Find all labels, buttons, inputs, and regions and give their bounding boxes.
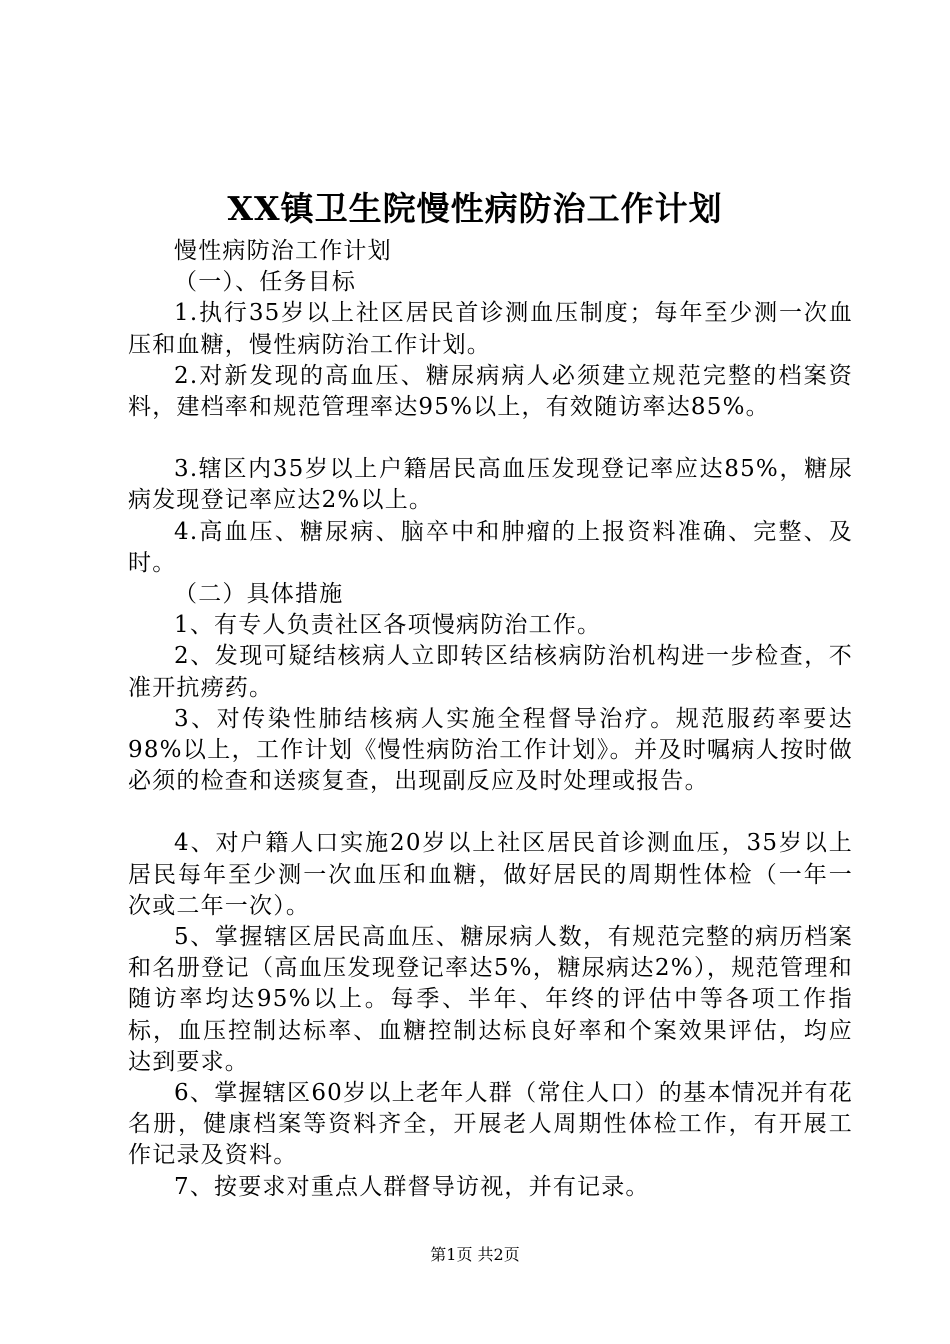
section-heading-task-goals: （一）、任务目标 [174, 269, 357, 296]
goal-paragraph-3: 3.辖区内35岁以上户籍居民高血压发现登记率应达85%，糖尿病发现登记率应达2%以上。 [128, 456, 853, 514]
document-body [128, 236, 853, 1203]
page-number-footer: 第1页 共2页 [430, 1245, 520, 1264]
measure-paragraph-4: 4、对户籍人口实施20岁以上社区居民首诊测血压，35岁以上居民每年至少测一次血压和血糖，做好居民的周期性体检（一年一次或二年一次）。 [128, 830, 853, 919]
goal-paragraph-1: 1.执行35岁以上社区居民首诊测血压制度；每年至少测一次血压和血糖，慢性病防治工作计划。 [128, 300, 853, 358]
measure-paragraph-3: 3、对传染性肺结核病人实施全程督导治疗。规范服药率要达98%以上，工作计划《慢性病防治工作计划》。并及时嘱病人按时做必须的检查和送痰复查，出现副反应及时处理或报告。 [128, 705, 853, 795]
measure-paragraph-1: 1、有专人负责社区各项慢病防治工作。 [174, 612, 602, 639]
section-heading-measures: （二）具体措施 [174, 581, 344, 608]
measure-paragraph-5: 5、掌握辖区居民高血压、糖尿病人数，有规范完整的病历档案和名册登记（高血压发现登记率达5%，糖尿病达2%），规范管理和随访率均达95%以上。每季、半年、年终的评估中等各项工作指标，血压控制达标率、血糖控制达标良好率和个案效果评估，均应达到要求。 [128, 924, 853, 1075]
measure-paragraph-7: 7、按要求对重点人群督导访视，并有记录。 [174, 1173, 650, 1200]
subtitle-paragraph: 慢性病防治工作计划 [174, 238, 392, 264]
goal-paragraph-4: 4.高血压、糖尿病、脑卒中和肿瘤的上报资料准确、完整、及时。 [128, 518, 853, 576]
measure-paragraph-6: 6、掌握辖区60岁以上老年人群（常住人口）的基本情况并有花名册，健康档案等资料齐全，开展老人周期性体检工作，有开展工作记录及资料。 [128, 1080, 853, 1169]
measure-paragraph-2: 2、发现可疑结核病人立即转区结核病防治机构进一步检查，不准开抗痨药。 [128, 643, 853, 701]
document-title: XX镇卫生院慢性病防治工作计划 [227, 189, 723, 228]
goal-paragraph-2: 2.对新发现的高血压、糖尿病病人必须建立规范完整的档案资料，建档率和规范管理率达95%以上，有效随访率达85%。 [128, 362, 853, 421]
